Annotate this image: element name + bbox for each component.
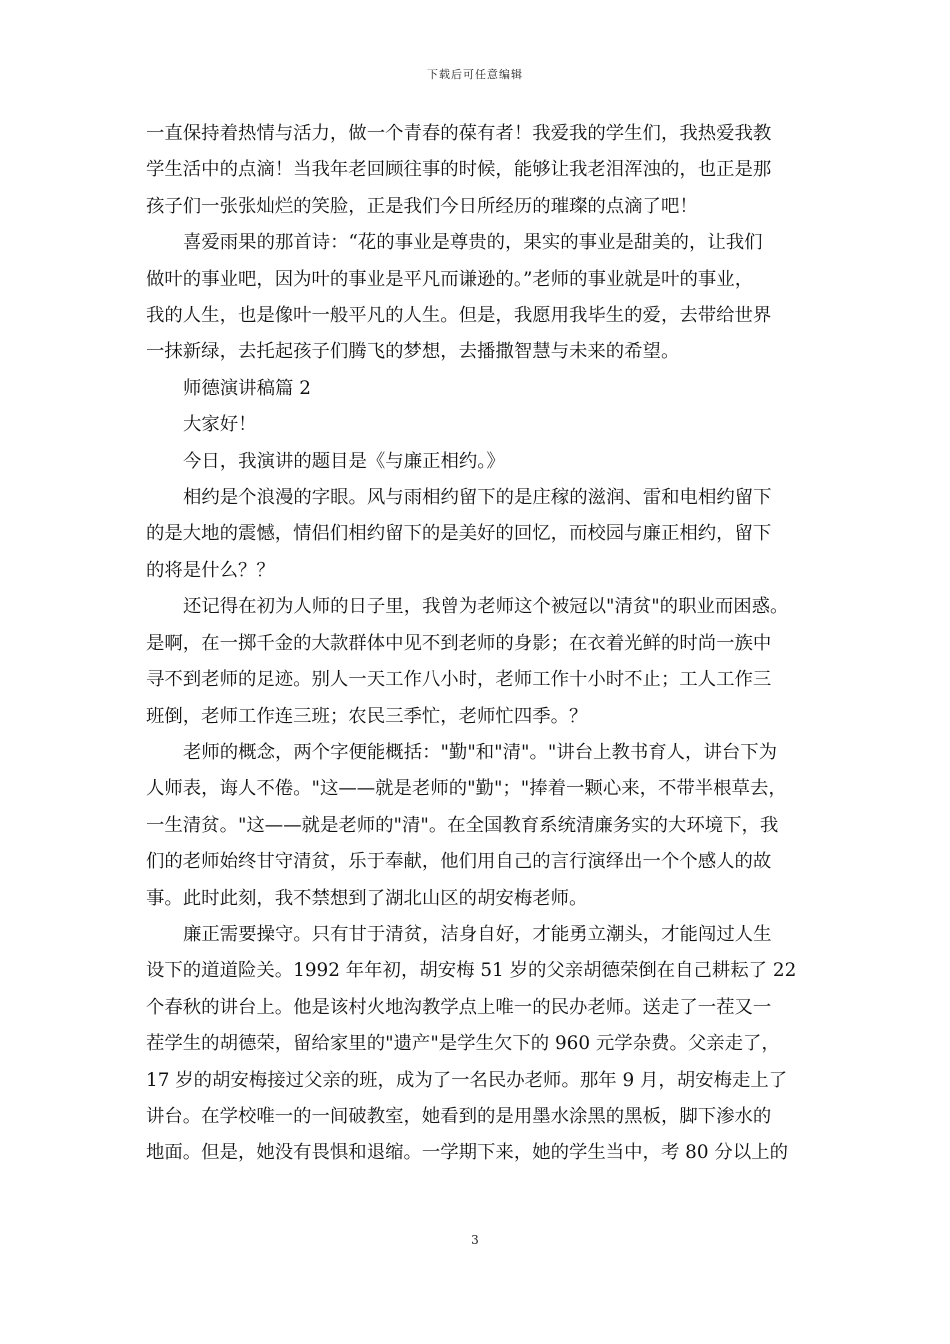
text-line: 一直保持着热情与活力，做一个青春的葆有者！我爱我的学生们，我热爱我教	[146, 123, 772, 144]
text-line: 大家好！	[183, 414, 257, 436]
text-line: 我的人生，也是像叶一般平凡的人生。但是，我愿用我毕生的爱，去带给世界	[146, 305, 772, 327]
text-line: 老师的概念，两个字便能概括："勤"和"清"。"讲台上教书育人，讲台下为	[183, 741, 778, 763]
text-line: 人师表，诲人不倦。"这——就是老师的"勤"；"捧着一颗心来，不带半根草去，	[146, 778, 787, 800]
paragraph-7	[146, 589, 810, 735]
text-line: 的将是什么？？	[146, 559, 275, 581]
text-line: 是啊，在一掷千金的大款群体中见不到老师的身影；在衣着光鲜的时尚一族中	[146, 632, 772, 654]
text-line: 茬学生的胡德荣，留给家里的"遗产"是学生欠下的 960 元学杂费。父亲走了，	[146, 1033, 780, 1055]
text-line: 师德演讲稿篇 2	[183, 377, 311, 399]
text-line: 的是大地的震憾，情侣们相约留下的是美好的回忆，而校园与廉正相约，留下	[146, 523, 772, 545]
text-line: 喜爱雨果的那首诗：“花的事业是尊贵的，果实的事业是甜美的，让我们	[183, 232, 763, 254]
section-heading	[146, 371, 810, 407]
text-line: 还记得在初为人师的日子里，我曾为老师这个被冠以"清贫"的职业而困惑。	[183, 596, 789, 618]
text-line: 设下的道道险关。1992 年年初，胡安梅 51 岁的父亲胡德荣倒在自己耕耘了 22	[146, 960, 797, 982]
paragraph-1	[146, 116, 810, 225]
text-line: 相约是个浪漫的字眼。风与雨相约留下的是庄稼的滋润、雷和电相约留下	[183, 487, 772, 509]
text-line: 地面。但是，她没有畏惧和退缩。一学期下来，她的学生当中，考 80 分以上的	[146, 1142, 788, 1164]
text-line: 做叶的事业吧，因为叶的事业是平凡而谦逊的。”老师的事业就是叶的事业，	[146, 268, 754, 290]
greeting	[146, 407, 810, 443]
text-line: 孩子们一张张灿烂的笑脸，正是我们今日所经历的璀璨的点滴了吧！	[146, 195, 698, 217]
text-line: 一生清贫。"这——就是老师的"清"。在全国教育系统清廉务实的大环境下，我	[146, 814, 779, 836]
text-line: 今日，我演讲的题目是《与廉正相约。》	[183, 450, 505, 472]
paragraph-2	[146, 225, 810, 371]
paragraph-9	[146, 917, 810, 1172]
paragraph-6	[146, 480, 810, 589]
page-number: 3	[471, 1233, 479, 1247]
speech-title-line	[146, 444, 810, 480]
text-line: 寻不到老师的足迹。别人一天工作八小时，老师工作十小时不止；工人工作三	[146, 669, 772, 691]
text-line: 们的老师始终甘守清贫，乐于奉献，他们用自己的言行演绎出一个个感人的故	[146, 851, 772, 873]
text-line: 17 岁的胡安梅接过父亲的班，成为了一名民办老师。那年 9 月，胡安梅走上了	[146, 1069, 788, 1091]
document-body	[146, 116, 810, 1172]
text-line: 班倒，老师工作连三班；农民三季忙，老师忙四季。？	[146, 705, 588, 727]
text-line: 学生活中的点滴！当我年老回顾往事的时候，能够让我老泪浑浊的，也正是那	[146, 159, 772, 181]
text-line: 事。此时此刻，我不禁想到了湖北山区的胡安梅老师。	[146, 887, 588, 909]
paragraph-8	[146, 735, 810, 917]
page-header: 下载后可任意编辑	[427, 68, 523, 81]
text-line: 个春秋的讲台上。他是该村火地沟教学点上唯一的民办老师。送走了一茬又一	[146, 996, 772, 1018]
text-line: 讲台。在学校唯一的一间破教室，她看到的是用墨水涂黑的黑板，脚下渗水的	[146, 1105, 772, 1127]
text-line: 廉正需要操守。只有甘于清贫，洁身自好，才能勇立潮头，才能闯过人生	[183, 923, 772, 945]
text-line: 一抹新绿，去托起孩子们腾飞的梦想，去播撒智慧与未来的希望。	[146, 341, 680, 363]
